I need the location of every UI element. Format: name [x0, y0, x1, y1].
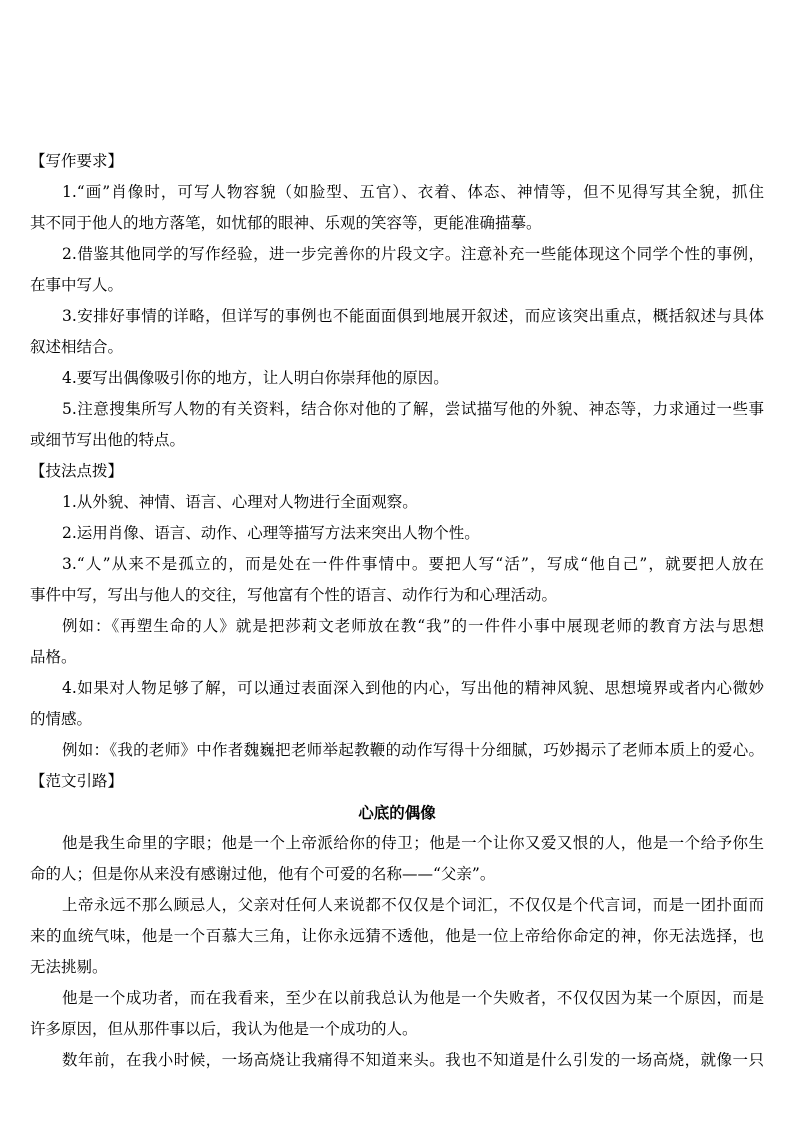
essay-paragraph-1-line-1: 他是我生命里的字眼；他是一个上帝派给你的侍卫；他是一个让你又爱又恨的人，他是一个给予你生 — [62, 834, 764, 852]
tip-2-line-1: 2.运用肖像、语言、动作、心理等描写方法来突出人物个性。 — [62, 524, 480, 542]
essay-paragraph-3-line-2: 许多原因，但从那件事以后，我认为他是一个成功的人。 — [30, 1020, 418, 1038]
tip-4-line-2: 的情感。 — [30, 710, 93, 728]
essay-paragraph-1-line-2: 命的人；但是你从来没有感谢过他，他有个可爱的名称——“父亲”。 — [30, 865, 496, 883]
essay-paragraph-4-line-1: 数年前，在我小时候，一场高烧让我痛得不知道来头。我也不知道是什么引发的一场高烧，就像一只 — [62, 1051, 764, 1069]
requirement-2-line-2: 在事中写人。 — [30, 276, 124, 294]
requirement-1-line-1: 1.“画”肖像时，可写人物容貌（如脸型、五官）、衣着、体态、神情等，但不见得写其全貌，抓住 — [62, 183, 764, 201]
example-1-line-2: 品格。 — [30, 648, 77, 666]
tip-4-line-1: 4.如果对人物足够了解，可以通过表面深入到他的内心，写出他的精神风貌、思想境界或者内心微妙 — [62, 679, 764, 697]
tip-3-line-2: 事件中写，写出与他人的交往，写他富有个性的语言、动作行为和心理活动。 — [30, 586, 558, 604]
document-page — [30, 146, 764, 1076]
requirement-3-line-2: 叙述相结合。 — [30, 338, 124, 356]
requirement-3-line-1: 3.安排好事情的详略，但详写的事例也不能面面俱到地展开叙述，而应该突出重点，概括叙述与具体 — [62, 307, 764, 325]
essay-paragraph-2-line-1: 上帝永远不那么顾忌人，父亲对任何人来说都不仅仅是个词汇，不仅仅是个代言词，而是一团扑面而 — [62, 896, 764, 914]
example-2-line-1: 例如：《我的老师》中作者魏巍把老师举起教鞭的动作写得十分细腻，巧妙揭示了老师本质上的爱心。 — [62, 741, 764, 759]
requirement-2-line-1: 2.借鉴其他同学的写作经验，进一步完善你的片段文字。注意补充一些能体现这个同学个性的事例， — [62, 245, 764, 263]
essay-paragraph-3-line-1: 他是一个成功者，而在我看来，至少在以前我总认为他是一个失败者，不仅仅因为某一个原因，而是 — [62, 989, 764, 1007]
essay-paragraph-2-line-3: 无法挑剔。 — [30, 958, 108, 976]
section-heading-sample-essay: 【范文引路】 — [30, 772, 124, 790]
example-1-line-1: 例如：《再塑生命的人》就是把莎莉文老师放在教“我”的一件件小事中展现老师的教育方法与思想 — [62, 617, 764, 635]
essay-title: 心底的偶像 — [358, 803, 436, 822]
section-heading-writing-requirements: 【写作要求】 — [30, 152, 124, 170]
requirement-4-line-1: 4.要写出偶像吸引你的地方，让人明白你崇拜他的原因。 — [62, 369, 449, 387]
section-heading-technique-tips: 【技法点拨】 — [30, 462, 124, 480]
tip-1-line-1: 1.从外貌、神情、语言、心理对人物进行全面观察。 — [62, 493, 418, 511]
requirement-5-line-1: 5.注意搜集所写人物的有关资料，结合你对他的了解，尝试描写他的外貌、神态等，力求通过一些事 — [62, 400, 764, 418]
requirement-1-line-2: 其不同于他人的地方落笔，如忧郁的眼神、乐观的笑容等，更能准确描摹。 — [30, 214, 542, 232]
essay-paragraph-2-line-2: 来的血统气味，他是一个百慕大三角，让你永远猜不透他，他是一位上帝给你命定的神，你无法选择，也 — [30, 927, 764, 945]
requirement-5-line-2: 或细节写出他的特点。 — [30, 431, 186, 449]
tip-3-line-1: 3.“人”从来不是孤立的，而是处在一件件事情中。要把人写“活”，写成“他自己”，就要把人放在 — [62, 555, 764, 573]
